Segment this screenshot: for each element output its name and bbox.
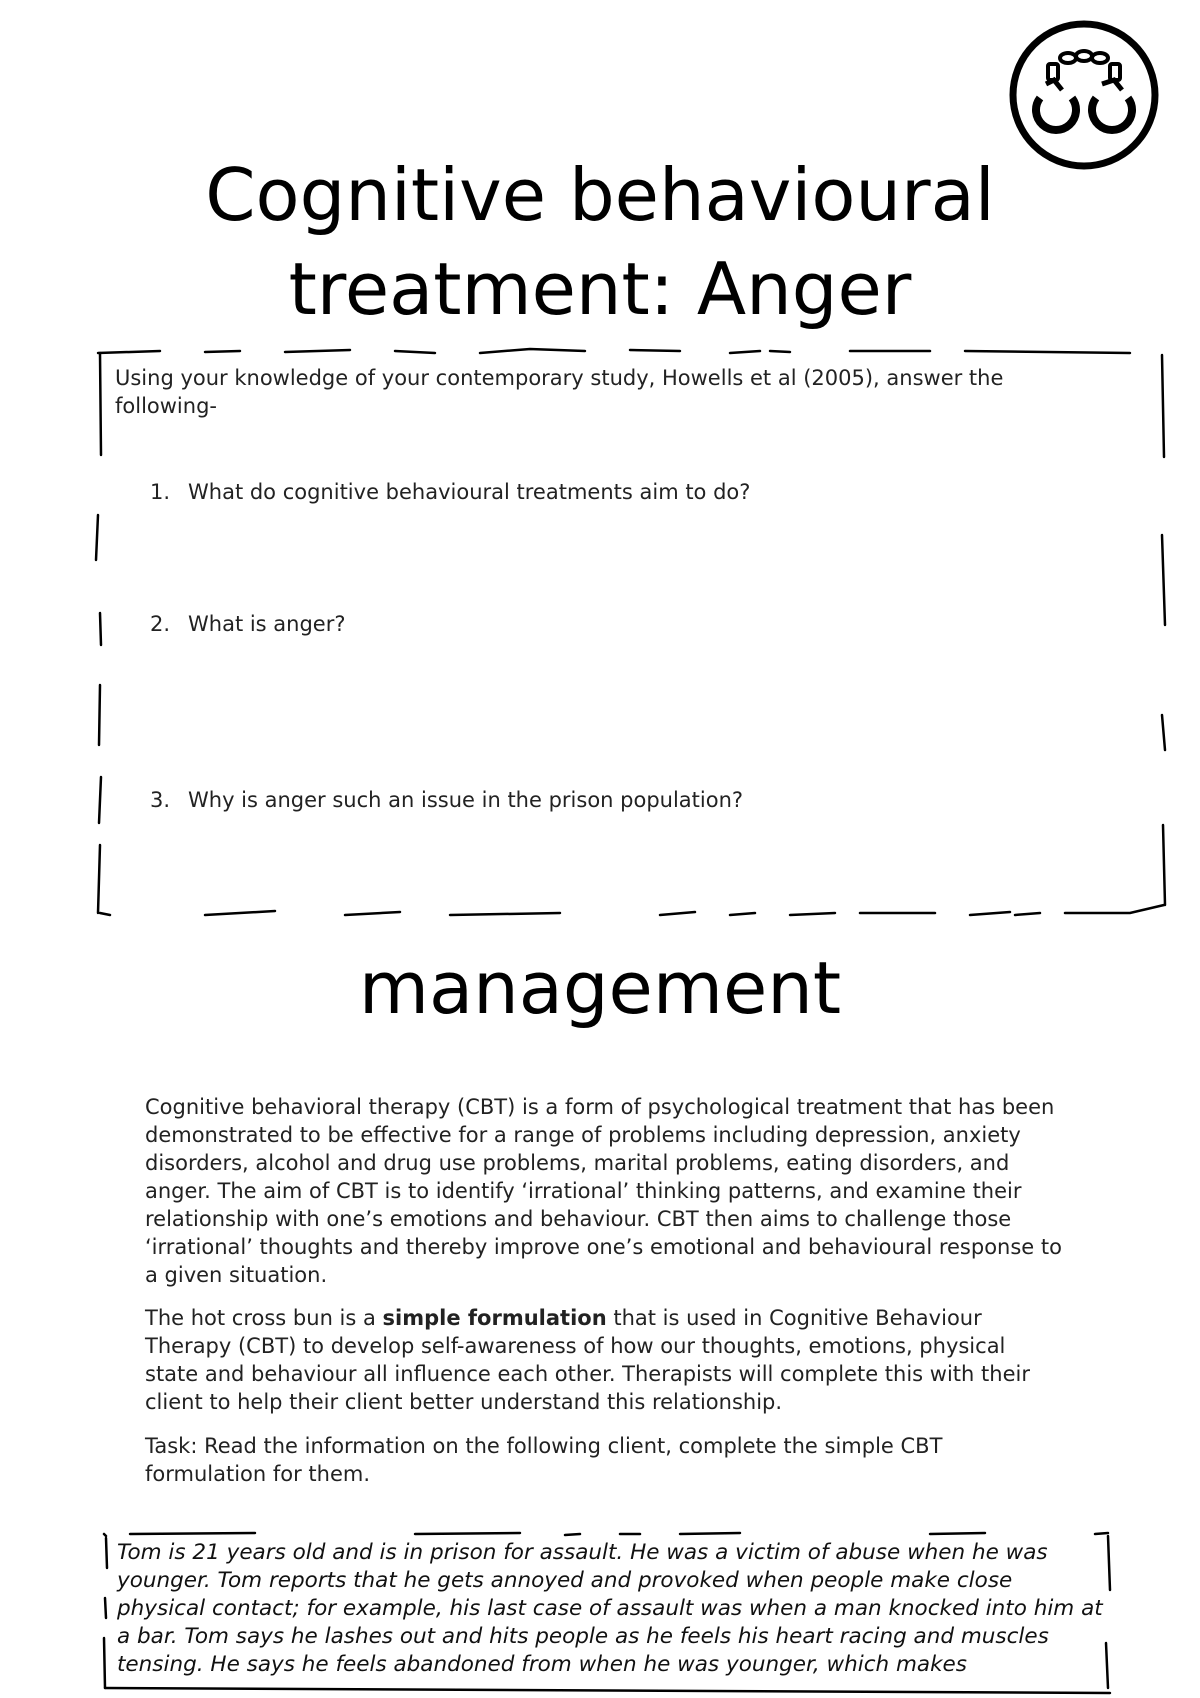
question-text: Why is anger such an issue in the prison population? [188,788,744,812]
question-item [150,786,1050,814]
question-number: 2. [150,612,171,636]
paragraph-text: that is used in Cognitive Behaviour Therapy (CBT) to develop self-awareness of how our thoughts, emotions, physical state and behaviour all influence each other. Therapists will complete this with their client to help their client better understand this relationship. [145,1306,1030,1414]
hot-cross-bun-paragraph [145,1304,1065,1416]
task-instruction: Task: Read the information on the following client, complete the simple CBT formulation for them. [145,1434,943,1486]
page-title [150,148,1050,336]
title-line-1: Cognitive behavioural [205,153,995,237]
question-item [150,610,1050,638]
question-number: 3. [150,788,171,812]
client-case-study: Tom is 21 years old and is in prison for assault. He was a victim of abuse when he was younger. Tom reports that he gets annoyed and provoked when people make close physical contact; for example, his last case of assault was when a man knocked into him at a bar. Tom says he lashes out and hits people as he feels his heart racing and muscles tensing. He says he feels abandoned from when he was younger, which makes [117,1540,1103,1677]
title-line-2: treatment: Anger [288,247,912,331]
question-number: 1. [150,480,171,504]
bold-term: simple formulation [382,1306,607,1330]
title-line-3: management [358,946,842,1030]
question-text: What is anger? [188,612,346,636]
paragraph-text: The hot cross bun is a [145,1306,383,1330]
cbt-description-paragraph: Cognitive behavioral therapy (CBT) is a form of psychological treatment that has been demonstrated to be effective for a range of problems including depression, anxiety disorders, alcohol and drug use problems, marital problems, eating disorders, and anger. The aim of CBT is to identify ‘irrational’ thinking patterns, and examine their relationship with one’s emotions and behaviour. CBT then aims to challenge those ‘irrational’ thoughts and thereby improve one’s emotional and behavioural response to a given situation. [145,1095,1062,1287]
question-box-intro: Using your knowledge of your contemporary study, Howells et al (2005), answer the following- [115,366,1004,418]
question-text: What do cognitive behavioural treatments aim to do? [188,480,751,504]
question-item [150,478,1050,506]
